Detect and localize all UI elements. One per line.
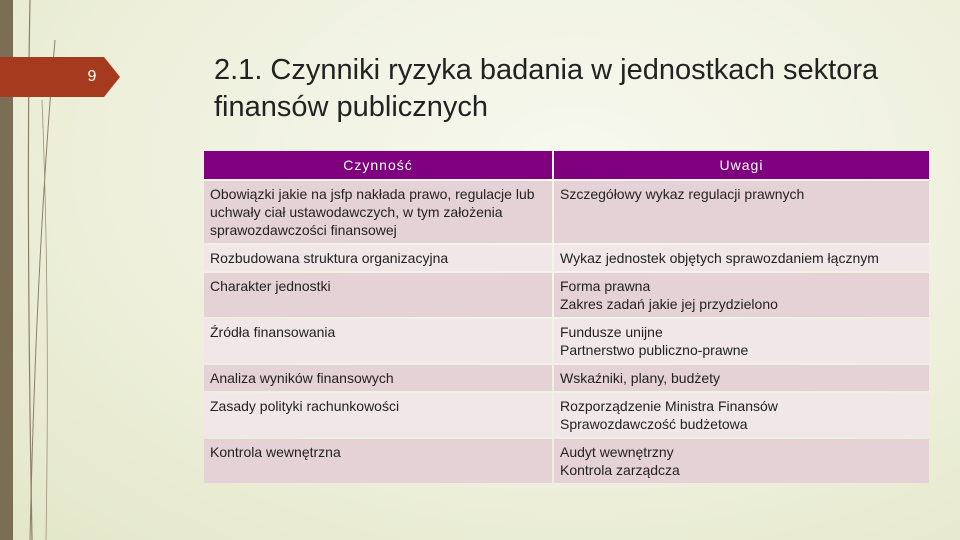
cell-uwagi bbox=[554, 181, 929, 243]
cell-text: Rozporządzenie Ministra Finansów bbox=[560, 398, 778, 414]
cell-text: Kontrola zarządcza bbox=[560, 462, 680, 478]
cell-text: Fundusze unijne bbox=[560, 324, 663, 340]
table-row bbox=[204, 365, 929, 391]
table-row bbox=[204, 319, 929, 363]
cell-czynnosc bbox=[204, 319, 552, 363]
cell-uwagi bbox=[554, 245, 929, 271]
cell-text: Wykaz jednostek objętych sprawozdaniem łącznym bbox=[560, 250, 879, 266]
header-uwagi: Uwagi bbox=[554, 151, 929, 179]
cell-text: Wskaźniki, plany, budżety bbox=[560, 370, 721, 386]
cell-text: Obowiązki jakie na jsfp nakłada prawo, regulacje lub uchwały ciał ustawodawczych, w tym założenia sprawozdawczości finansowej bbox=[210, 186, 535, 238]
cell-text: Rozbudowana struktura organizacyjna bbox=[210, 250, 449, 266]
cell-text: Charakter jednostki bbox=[210, 278, 331, 294]
cell-text: Szczegółowy wykaz regulacji prawnych bbox=[560, 186, 805, 202]
cell-czynnosc bbox=[204, 273, 552, 317]
header-czynnosc: Czynność bbox=[204, 151, 552, 179]
table-row bbox=[204, 273, 929, 317]
table-row bbox=[204, 393, 929, 437]
slide-number: 9 bbox=[87, 68, 97, 85]
table-row bbox=[204, 181, 929, 243]
table-row bbox=[204, 245, 929, 271]
cell-text: Zasady polityki rachunkowości bbox=[210, 398, 400, 414]
cell-czynnosc bbox=[204, 439, 552, 483]
cell-czynnosc bbox=[204, 393, 552, 437]
cell-czynnosc bbox=[204, 245, 552, 271]
slide-title: 2.1. Czynniki ryzyka badania w jednostkach sektora finansów publicznych bbox=[214, 54, 879, 123]
cell-text: Sprawozdawczość budżetowa bbox=[560, 416, 748, 432]
cell-text: Partnerstwo publiczno-prawne bbox=[560, 342, 749, 358]
cell-czynnosc bbox=[204, 181, 552, 243]
risk-factors-table bbox=[202, 149, 931, 485]
cell-text: Źródła finansowania bbox=[210, 324, 336, 340]
cell-uwagi bbox=[554, 319, 929, 363]
cell-uwagi bbox=[554, 273, 929, 317]
cell-uwagi bbox=[554, 365, 929, 391]
cell-uwagi bbox=[554, 393, 929, 437]
table-row bbox=[204, 439, 929, 483]
cell-text: Zakres zadań jakie jej przydzielono bbox=[560, 296, 778, 312]
cell-text: Analiza wyników finansowych bbox=[210, 370, 394, 386]
table-header-row bbox=[204, 151, 929, 179]
cell-uwagi bbox=[554, 439, 929, 483]
cell-text: Forma prawna bbox=[560, 278, 651, 294]
cell-text: Kontrola wewnętrzna bbox=[210, 444, 341, 460]
cell-text: Audyt wewnętrzny bbox=[560, 444, 674, 460]
cell-czynnosc bbox=[204, 365, 552, 391]
